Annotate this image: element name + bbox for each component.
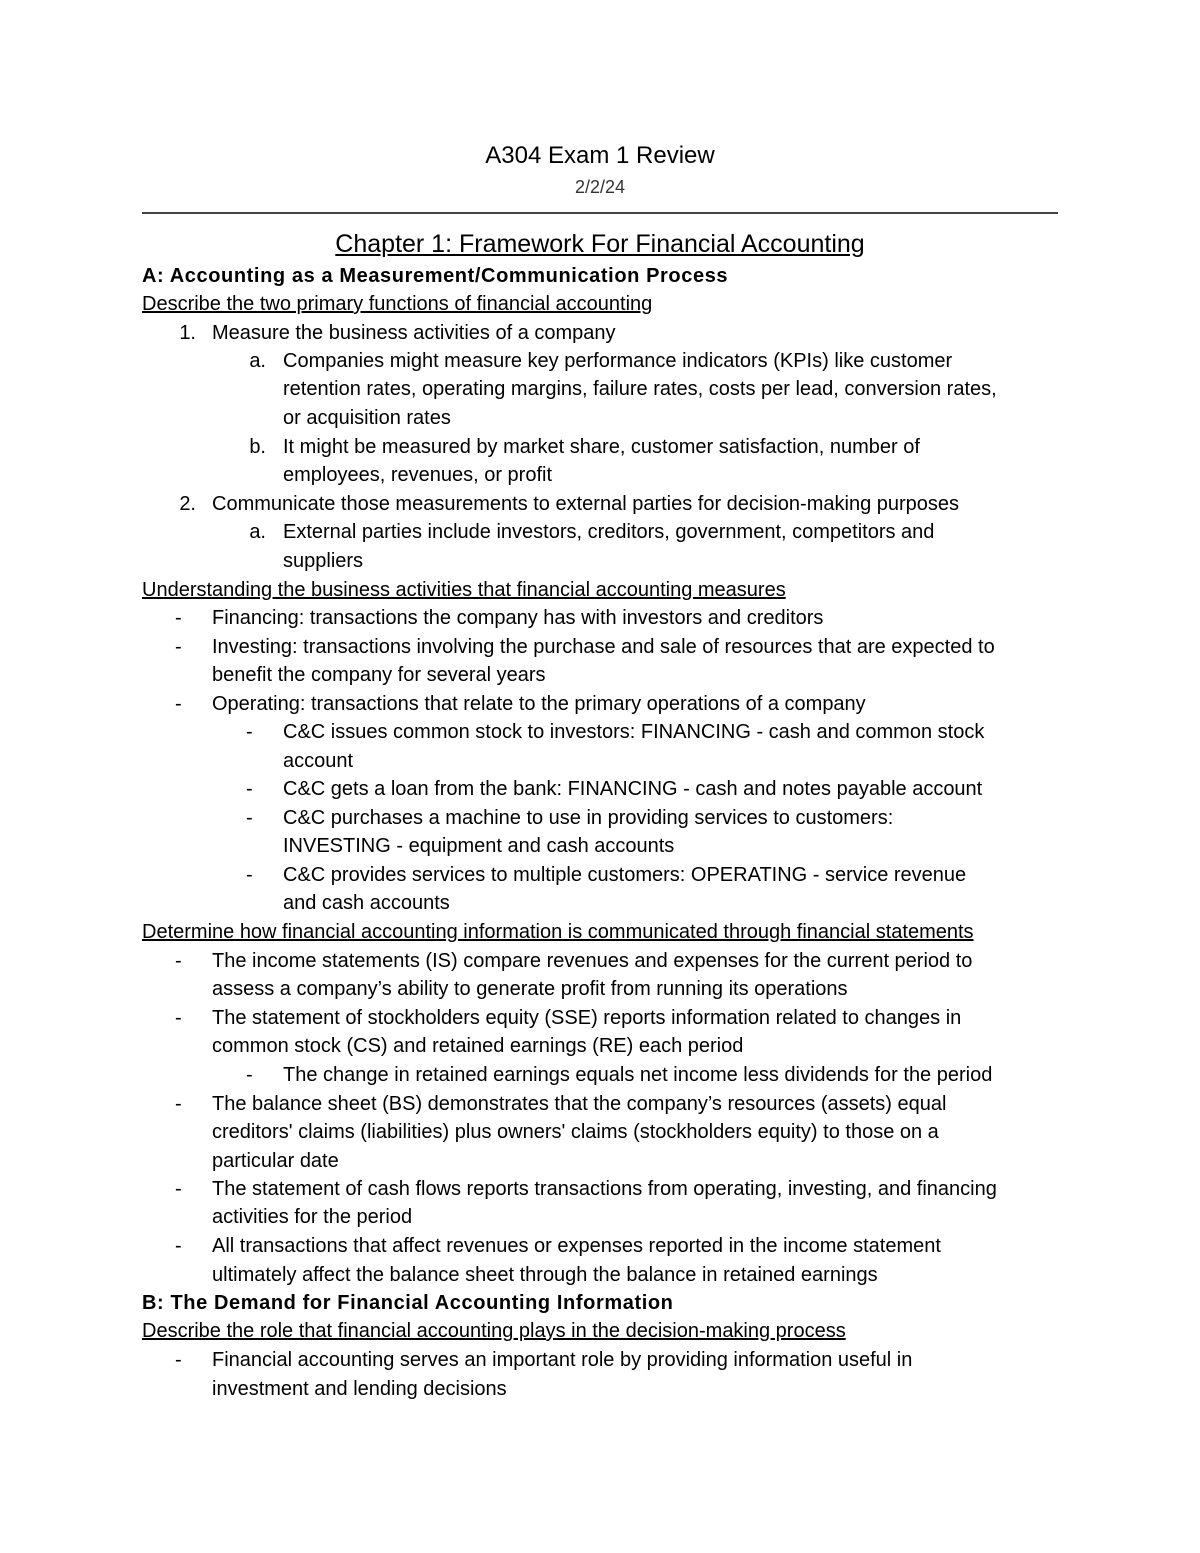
bullet-line: The income statements (IS) compare revenues and expenses for the current period to [212, 950, 973, 972]
bullet-line: C&C provides services to multiple customers: OPERATING - service revenue [283, 864, 967, 886]
list-item-line: It might be measured by market share, customer satisfaction, number of [283, 436, 920, 458]
bullet-line: common stock (CS) and retained earnings (RE) each period [212, 1035, 744, 1057]
bullet-marker: - [246, 864, 253, 886]
list-item: Measure the business activities of a company [212, 322, 616, 344]
list-item-line: retention rates, operating margins, failure rates, costs per lead, conversion rates, [283, 378, 997, 400]
bullet-line: C&C issues common stock to investors: FINANCING - cash and common stock [283, 721, 985, 743]
bullet-marker: - [175, 693, 182, 715]
list-item-line: employees, revenues, or profit [283, 464, 553, 486]
list-item-line: Companies might measure key performance indicators (KPIs) like customer [283, 350, 953, 372]
bullet-line: activities for the period [212, 1206, 413, 1228]
bullet-marker: - [246, 721, 253, 743]
bullet-marker: - [246, 1064, 253, 1086]
bullet-line: investment and lending decisions [212, 1378, 507, 1400]
horizontal-divider [142, 212, 1058, 214]
list-item: Communicate those measurements to external parties for decision-making purposes [212, 493, 960, 515]
bullet-line: C&C purchases a machine to use in providing services to customers: [283, 807, 894, 829]
section-b-sub1-heading: Describe the role that financial accounting plays in the decision-making process [142, 1320, 846, 1342]
document-date: 2/2/24 [574, 177, 626, 197]
bullet-line: The change in retained earnings equals net income less dividends for the period [283, 1064, 993, 1086]
bullet-line: INVESTING - equipment and cash accounts [283, 835, 675, 857]
bullet-marker: - [175, 1349, 182, 1371]
section-a-heading: A: Accounting as a Measurement/Communication Process [142, 265, 729, 287]
bullet-line: benefit the company for several years [212, 664, 546, 686]
bullet-line: Financing: transactions the company has with investors and creditors [212, 607, 824, 629]
bullet-marker: - [175, 607, 182, 629]
list-marker: a. [249, 350, 266, 372]
bullet-marker: - [175, 636, 182, 658]
section-a-sub3-heading: Determine how financial accounting information is communicated through financial statements [142, 921, 974, 943]
bullet-marker: - [175, 1235, 182, 1257]
list-marker: 1. [179, 322, 196, 344]
bullet-line: The statement of cash flows reports transactions from operating, investing, and financing [212, 1178, 997, 1200]
list-marker: a. [249, 521, 266, 543]
bullet-marker: - [246, 807, 253, 829]
bullet-line: Financial accounting serves an important role by providing information useful in [212, 1349, 913, 1371]
bullet-marker: - [175, 1093, 182, 1115]
bullet-line: and cash accounts [283, 892, 450, 914]
bullet-line: ultimately affect the balance sheet through the balance in retained earnings [212, 1264, 878, 1286]
bullet-line: All transactions that affect revenues or expenses reported in the income statement [212, 1235, 941, 1257]
bullet-line: assess a company’s ability to generate profit from running its operations [212, 978, 848, 1000]
bullet-marker: - [175, 1178, 182, 1200]
section-b-heading: B: The Demand for Financial Accounting Information [142, 1292, 674, 1314]
bullet-line: Operating: transactions that relate to the primary operations of a company [212, 693, 866, 715]
bullet-line: creditors' claims (liabilities) plus owners' claims (stockholders equity) to those on a [212, 1121, 939, 1143]
bullet-marker: - [175, 1007, 182, 1029]
bullet-line: Investing: transactions involving the purchase and sale of resources that are expected to [212, 636, 995, 658]
chapter-title: Chapter 1: Framework For Financial Accounting [335, 230, 865, 258]
list-marker: 2. [179, 493, 196, 515]
bullet-marker: - [246, 778, 253, 800]
list-marker: b. [249, 436, 266, 458]
list-item-line: External parties include investors, creditors, government, competitors and [283, 521, 935, 543]
document-title: A304 Exam 1 Review [485, 142, 715, 169]
section-a-sub2-heading: Understanding the business activities that financial accounting measures [142, 579, 786, 601]
list-item-line: suppliers [283, 550, 364, 572]
bullet-marker: - [175, 950, 182, 972]
list-item-line: or acquisition rates [283, 407, 451, 429]
section-a-sub1-heading: Describe the two primary functions of financial accounting [142, 293, 653, 315]
bullet-line: The statement of stockholders equity (SSE) reports information related to changes in [212, 1007, 962, 1029]
bullet-line: account [283, 750, 354, 772]
bullet-line: C&C gets a loan from the bank: FINANCING - cash and notes payable account [283, 778, 983, 800]
bullet-line: particular date [212, 1150, 339, 1172]
bullet-line: The balance sheet (BS) demonstrates that the company’s resources (assets) equal [212, 1093, 947, 1115]
